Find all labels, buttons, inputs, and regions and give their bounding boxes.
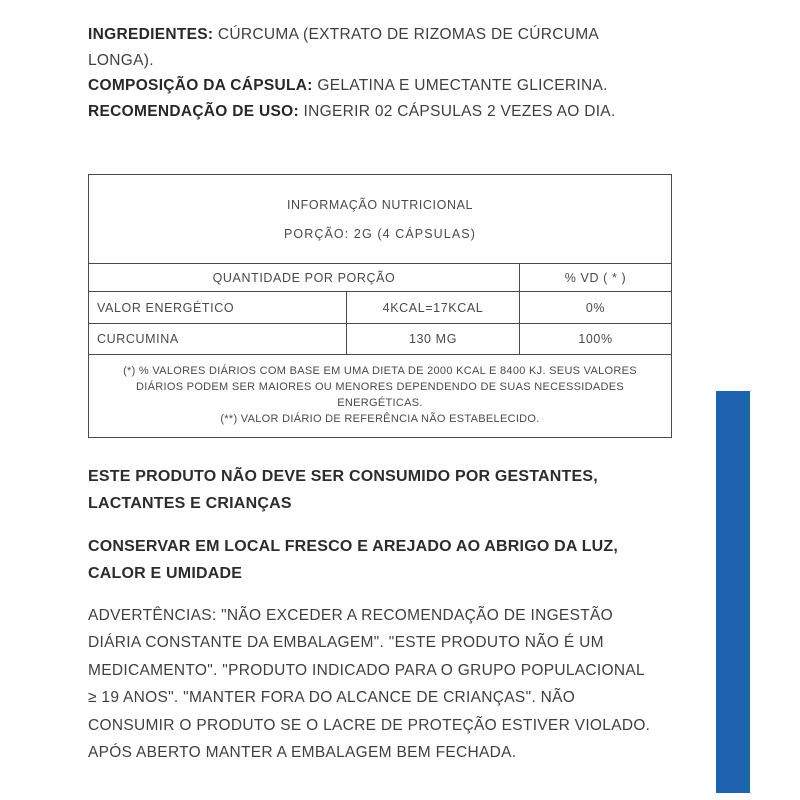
advertencias-line-4: ≥ 19 ANOS". "MANTER FORA DO ALCANCE DE CRIANÇAS". NÃO bbox=[88, 689, 576, 707]
nutrition-table-portion: PORÇÃO: 2G (4 CÁPSULAS) bbox=[283, 227, 476, 241]
warning-consumption bbox=[88, 463, 678, 517]
advertencias-line-2: DIÁRIA CONSTANTE DA EMBALAGEM". "ESTE PRODUTO NÃO É UM bbox=[88, 634, 604, 652]
intro-line-composicao bbox=[88, 73, 663, 99]
nutrition-table-header bbox=[89, 175, 671, 263]
intro-line-recomendacao bbox=[88, 99, 663, 125]
intro-text-ingredientes: CÚRCUMA (EXTRATO DE RIZOMAS DE CÚRCUMA bbox=[213, 26, 600, 43]
warning-storage bbox=[88, 533, 678, 587]
row-amount-curcumina: 130 MG bbox=[346, 324, 519, 354]
advertencias-line-3: MEDICAMENTO". "PRODUTO INDICADO PARA O GRUPO POPULACIONAL bbox=[88, 661, 645, 679]
table-row-valor-energetico bbox=[89, 291, 671, 323]
table-row-column-headers bbox=[89, 263, 671, 291]
footnote-line-3: ENERGÉTICAS. bbox=[337, 397, 423, 409]
advertencias-paragraph bbox=[88, 602, 688, 766]
column-header-vd: % VD ( * ) bbox=[519, 264, 671, 291]
warning-consumption-line-2: LACTANTES E CRIANÇAS bbox=[88, 495, 292, 512]
row-label-curcumina: CURCUMINA bbox=[97, 332, 179, 346]
row-label-valor-energetico: VALOR ENERGÉTICO bbox=[97, 300, 235, 315]
advertencias-line-1: ADVERTÊNCIAS: "NÃO EXCEDER A RECOMENDAÇÃO DE INGESTÃO bbox=[88, 607, 613, 624]
nutrition-table-title: INFORMAÇÃO NUTRICIONAL bbox=[286, 198, 474, 212]
intro-bold-recomendacao: RECOMENDAÇÃO DE USO: bbox=[88, 102, 299, 120]
footnote-line-4: (**) VALOR DIÁRIO DE REFERÊNCIA NÃO ESTABELECIDO. bbox=[220, 413, 540, 425]
intro-line-longa bbox=[88, 48, 663, 74]
blue-accent-bar bbox=[716, 391, 750, 793]
nutrition-table-footnote bbox=[89, 354, 671, 437]
row-vd-valor-energetico: 0% bbox=[519, 292, 671, 323]
intro-bold-ingredientes: INGREDIENTES: bbox=[88, 26, 214, 43]
column-header-quantity: QUANTIDADE POR PORÇÃO bbox=[212, 270, 396, 285]
footnote-line-1: (*) % VALORES DIÁRIOS COM BASE EM UMA DIETA DE 2000 KCAL E 8400 KJ. SEUS VALORES bbox=[123, 365, 637, 377]
warning-storage-line-2: CALOR E UMIDADE bbox=[88, 565, 243, 582]
advertencias-line-6: APÓS ABERTO MANTER A EMBALAGEM BEM FECHADA. bbox=[88, 744, 517, 762]
intro-text-longa: LONGA). bbox=[88, 51, 154, 69]
advertencias-line-5: CONSUMIR O PRODUTO SE O LACRE DE PROTEÇÃO ESTIVER VIOLADO. bbox=[88, 716, 651, 734]
intro-block bbox=[88, 22, 663, 124]
intro-text-composicao: GELATINA E UMECTANTE GLICERINA. bbox=[312, 77, 608, 94]
intro-bold-composicao: COMPOSIÇÃO DA CÁPSULA: bbox=[88, 77, 313, 94]
warning-consumption-line-1: ESTE PRODUTO NÃO DEVE SER CONSUMIDO POR GESTANTES, bbox=[88, 468, 598, 485]
row-vd-curcumina: 100% bbox=[519, 324, 671, 354]
table-row-curcumina bbox=[89, 323, 671, 354]
nutrition-table bbox=[88, 174, 672, 438]
intro-text-recomendacao: INGERIR 02 CÁPSULAS 2 VEZES AO DIA. bbox=[298, 102, 616, 120]
warning-storage-line-1: CONSERVAR EM LOCAL FRESCO E AREJADO AO ABRIGO DA LUZ, bbox=[88, 538, 619, 555]
intro-line-ingredientes bbox=[88, 22, 663, 48]
row-amount-valor-energetico: 4KCAL=17KCAL bbox=[346, 292, 519, 323]
footnote-line-2: DIÁRIOS PODEM SER MAIORES OU MENORES DEPENDENDO DE SUAS NECESSIDADES bbox=[136, 381, 624, 393]
